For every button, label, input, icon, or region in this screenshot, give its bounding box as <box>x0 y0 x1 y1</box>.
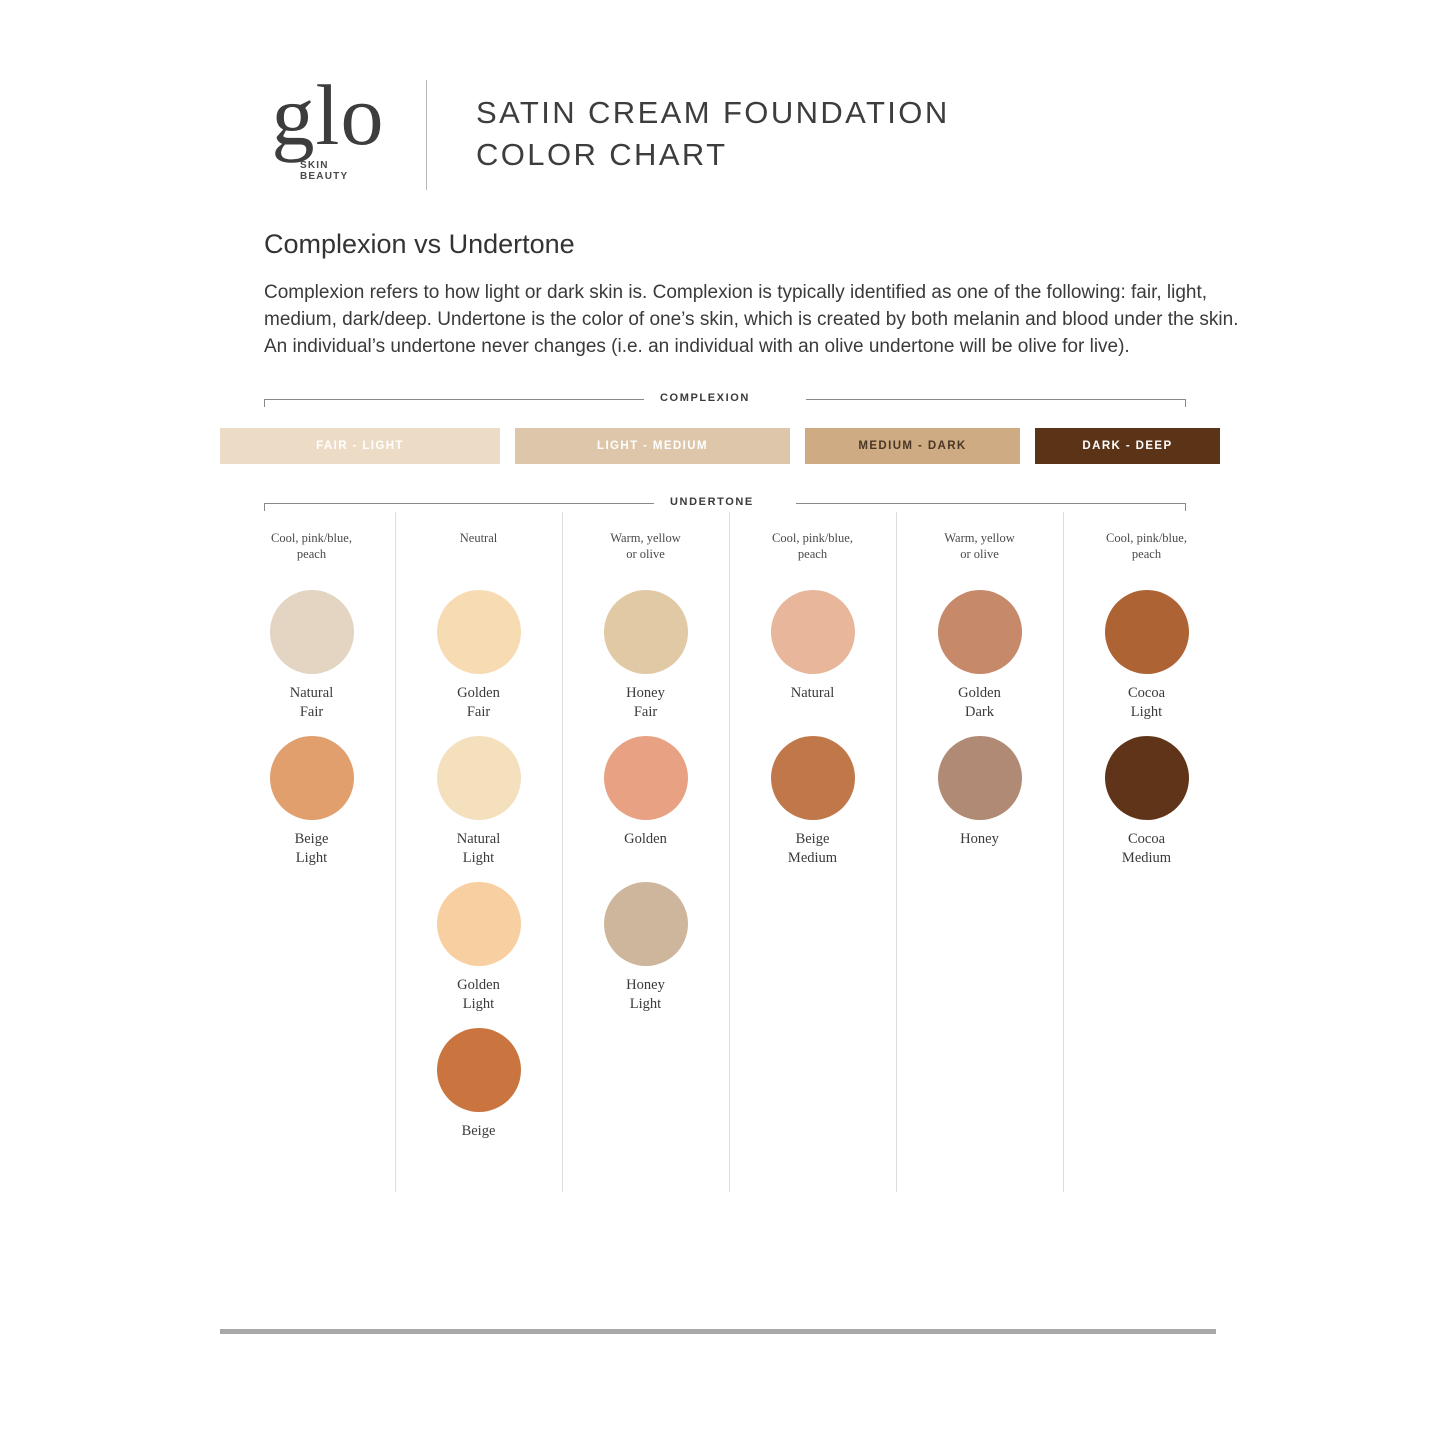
shade-swatch[interactable] <box>437 882 521 966</box>
complexion-bar-label: DARK - DEEP <box>1082 440 1173 452</box>
shade-swatch[interactable] <box>771 736 855 820</box>
column-separator <box>896 512 897 1192</box>
shade-item[interactable] <box>564 590 727 722</box>
brand-logo-tagline <box>248 160 408 182</box>
shade-name: Honey Fair <box>626 685 665 720</box>
bracket-tick-right <box>1185 399 1186 407</box>
undertone-label: Warm, yellow or olive <box>944 531 1015 561</box>
bracket-tick-left <box>264 399 265 407</box>
shade-item[interactable] <box>397 590 560 722</box>
shade-swatch[interactable] <box>938 590 1022 674</box>
shade-name: Beige Medium <box>787 831 838 866</box>
page-title-line2: COLOR CHART <box>476 137 728 172</box>
shade-item[interactable] <box>397 882 560 1014</box>
bracket-tick-right <box>1185 503 1186 511</box>
shade-name: Natural Light <box>456 831 501 866</box>
complexion-bar-label: FAIR - LIGHT <box>316 440 404 452</box>
shade-swatch[interactable] <box>771 590 855 674</box>
complexion-bracket <box>264 392 1186 406</box>
shade-name: Golden <box>624 831 667 847</box>
shade-name: Golden Light <box>457 977 500 1012</box>
undertone-column <box>898 512 1061 1192</box>
bracket-line-right <box>796 503 1186 504</box>
shade-name: Golden Fair <box>457 685 500 720</box>
column-separator <box>729 512 730 1192</box>
shade-name: Cocoa Light <box>1127 685 1166 720</box>
undertone-bracket <box>264 496 1186 510</box>
bracket-line-right <box>806 399 1186 400</box>
complexion-bar-label: LIGHT - MEDIUM <box>597 440 708 452</box>
shade-swatch[interactable] <box>604 882 688 966</box>
undertone-column <box>731 512 894 1192</box>
shade-swatch[interactable] <box>938 736 1022 820</box>
shade-item[interactable] <box>564 882 727 1014</box>
shade-name: Natural Fair <box>289 685 334 720</box>
shade-item[interactable] <box>397 1028 560 1141</box>
intro-heading: Complexion vs Undertone <box>264 229 575 259</box>
undertone-column <box>230 512 393 1192</box>
bracket-tick-left <box>264 503 265 511</box>
shade-item[interactable] <box>397 736 560 868</box>
shade-item[interactable] <box>230 590 393 722</box>
shade-item[interactable] <box>731 590 894 703</box>
complexion-bar <box>1035 428 1220 464</box>
undertone-bracket-label: UNDERTONE <box>670 496 754 508</box>
shade-name: Beige Light <box>294 831 329 866</box>
brand-logo-tagline-line2: BEAUTY <box>300 171 349 182</box>
shade-item[interactable] <box>731 736 894 868</box>
column-separator <box>395 512 396 1192</box>
undertone-label: Warm, yellow or olive <box>610 531 681 561</box>
shade-swatch[interactable] <box>437 736 521 820</box>
shade-name: Honey Light <box>626 977 665 1012</box>
complexion-bar <box>805 428 1020 464</box>
intro-section <box>264 228 1254 379</box>
shade-name: Natural <box>790 685 835 701</box>
intro-body: Complexion refers to how light or dark skin is. Complexion is typically identified as one of the following: fair, light, medium, dark/deep. Undertone is the color of one’s skin, which is created by both melanin and blood under the skin. An individual’s undertone never changes (i.e. an individual with an olive undertone will be olive for live). <box>264 282 1239 357</box>
undertone-label: Cool, pink/blue, peach <box>772 531 853 561</box>
shade-swatch[interactable] <box>1105 590 1189 674</box>
shade-name: Beige <box>461 1123 496 1139</box>
shade-swatch[interactable] <box>604 590 688 674</box>
complexion-bar-label: MEDIUM - DARK <box>858 440 967 452</box>
undertone-column <box>1065 512 1228 1192</box>
shade-swatch[interactable] <box>437 1028 521 1112</box>
bracket-line-left <box>264 503 654 504</box>
brand-logo-tagline-line1: SKIN <box>300 160 329 171</box>
undertone-label: Cool, pink/blue, peach <box>271 531 352 561</box>
undertone-label: Neutral <box>459 531 498 545</box>
column-separator <box>562 512 563 1192</box>
shade-swatch[interactable] <box>437 590 521 674</box>
brand-logo-wordmark: glo <box>271 67 385 163</box>
bracket-line-left <box>264 399 644 400</box>
undertone-column <box>564 512 727 1192</box>
document-header <box>248 67 1248 202</box>
column-separator <box>1063 512 1064 1192</box>
complexion-bar-row <box>220 428 1220 464</box>
shade-item[interactable] <box>1065 736 1228 868</box>
shade-column-grid <box>220 512 1220 1192</box>
footer-rule <box>220 1329 1216 1334</box>
shade-item[interactable] <box>898 736 1061 849</box>
shade-item[interactable] <box>898 590 1061 722</box>
shade-name: Honey <box>960 831 999 847</box>
page-title <box>476 92 950 176</box>
header-divider <box>426 80 427 190</box>
shade-swatch[interactable] <box>270 590 354 674</box>
shade-swatch[interactable] <box>604 736 688 820</box>
shade-name: Golden Dark <box>958 685 1001 720</box>
shade-name: Cocoa Medium <box>1121 831 1172 866</box>
brand-logo <box>248 67 408 182</box>
page-title-line1: SATIN CREAM FOUNDATION <box>476 95 950 130</box>
shade-item[interactable] <box>1065 590 1228 722</box>
complexion-bracket-label: COMPLEXION <box>660 392 750 404</box>
shade-swatch[interactable] <box>1105 736 1189 820</box>
complexion-bar <box>515 428 790 464</box>
undertone-label: Cool, pink/blue, peach <box>1106 531 1187 561</box>
complexion-bar <box>220 428 500 464</box>
shade-swatch[interactable] <box>270 736 354 820</box>
shade-item[interactable] <box>230 736 393 868</box>
undertone-column <box>397 512 560 1192</box>
shade-item[interactable] <box>564 736 727 849</box>
